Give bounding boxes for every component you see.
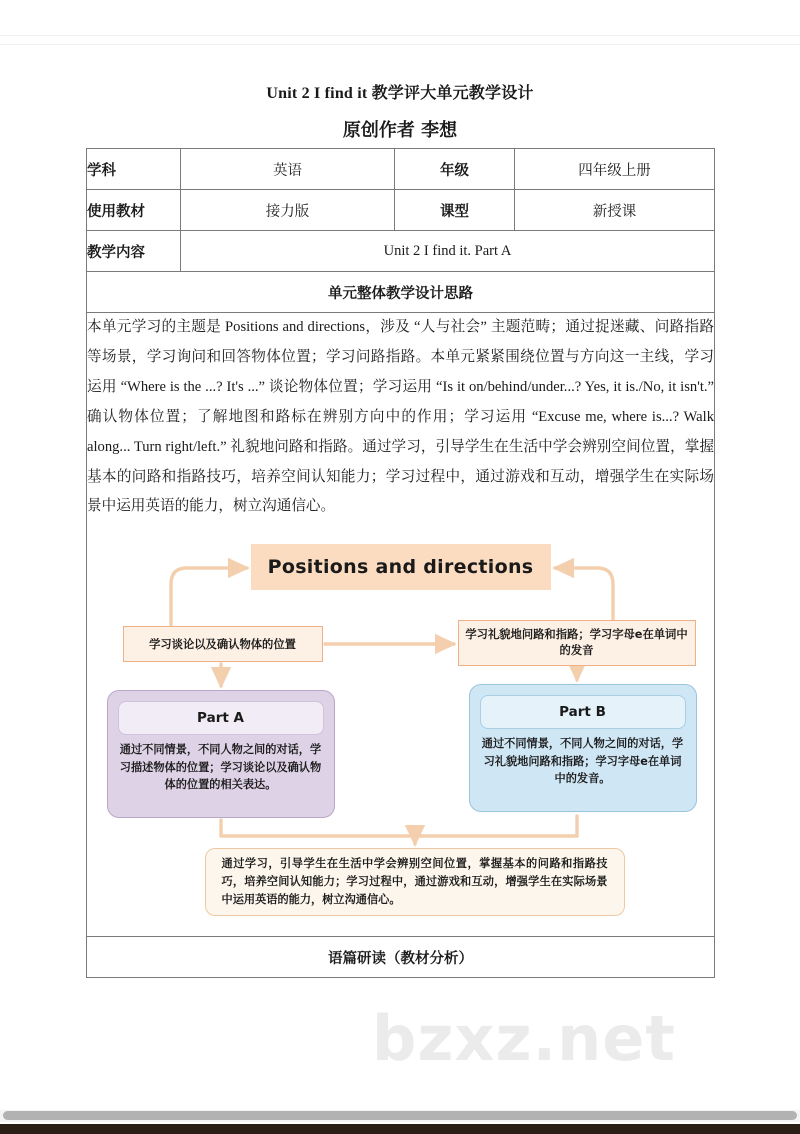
page-top-rule (0, 35, 800, 36)
diagram-root-node: Positions and directions (251, 544, 551, 590)
lesson-info-table (86, 148, 715, 978)
window-bottom-strip (0, 1124, 800, 1134)
cell-grade-value: 四年级上册 (515, 149, 715, 190)
page-top-rule-2 (0, 44, 800, 45)
cell-subject-label: 学科 (87, 149, 181, 190)
diagram-left-branch-label: 学习谈论以及确认物体的位置 (123, 626, 323, 662)
cell-textbook-value: 接力版 (181, 190, 395, 231)
diagram-right-branch-label: 学习礼貌地问路和指路；学习字母e在单词中的发音 (458, 620, 696, 666)
part-b-title: Part B (480, 695, 686, 729)
part-b-description: 通过不同情景，不同人物之间的对话，学习礼貌地问路和指路；学习字母e在单词中的发音。 (481, 737, 684, 786)
watermark: bzxz.net (372, 1002, 676, 1075)
table-row (87, 231, 715, 272)
unit-design-body (87, 313, 715, 937)
page-title: Unit 2 I find it 教学评大单元教学设计 (266, 85, 534, 102)
cell-subject-value: 英语 (181, 149, 395, 190)
section-header-text-analysis: 语篇研读（教材分析） (87, 937, 715, 978)
cell-grade-label: 年级 (395, 149, 515, 190)
cell-content-label: 教学内容 (87, 231, 181, 272)
table-row (87, 937, 715, 978)
cell-textbook-label: 使用教材 (87, 190, 181, 231)
diagram-summary-node: 通过学习，引导学生在生活中学会辨别空间位置，掌握基本的问路和指路技巧，培养空间认知能力；学习过程中，通过游戏和互动，增强学生在实际场景中运用英语的能力，树立沟通信心。 (205, 848, 625, 916)
part-a-description: 通过不同情景，不同人物之间的对话，学习描述物体的位置；学习谈论以及确认物体的位置的相关表达。 (119, 743, 322, 792)
table-row (87, 272, 715, 313)
table-row (87, 149, 715, 190)
part-a-title: Part A (118, 701, 324, 735)
diagram-part-a-card (107, 690, 335, 818)
table-row (87, 190, 715, 231)
document-author: 原创作者 李想 (342, 120, 458, 141)
section-header-unit-design: 单元整体教学设计思路 (87, 272, 715, 313)
cell-lessontype-label: 课型 (395, 190, 515, 231)
diagram-part-b-card (469, 684, 697, 812)
cell-lessontype-value: 新授课 (515, 190, 715, 231)
unit-design-diagram (101, 540, 701, 930)
table-row (87, 313, 715, 937)
unit-design-paragraph: 本单元学习的主题是 Positions and directions，涉及 “人与社会” 主题范畴；通过捉迷藏、问路指路等场景，学习询问和回答物体位置；学习问路指路。本单元紧紧围绕位置与方向这一主线，学习运用 “Where is the ...? It's ...” 谈论物体位置；学习运用 “Is it on/behind/under...? Yes, it is./No, it isn't.” 确认物体位置；了解地图和路标在辨别方向中的作用；学习运用 “Excuse me, where is...? Walk along... Turn right/left.” 礼貌地问路和指路。通过学习，引导学生在生活中学会辨别空间位置，掌握基本的问路和指路技巧，培养空间认知能力；学习过程中，通过游戏和互动，增强学生在实际场景中运用英语的能力，树立沟通信心。 (87, 319, 714, 515)
horizontal-scrollbar-thumb[interactable] (3, 1111, 797, 1120)
cell-content-value: Unit 2 I find it. Part A (181, 231, 715, 272)
